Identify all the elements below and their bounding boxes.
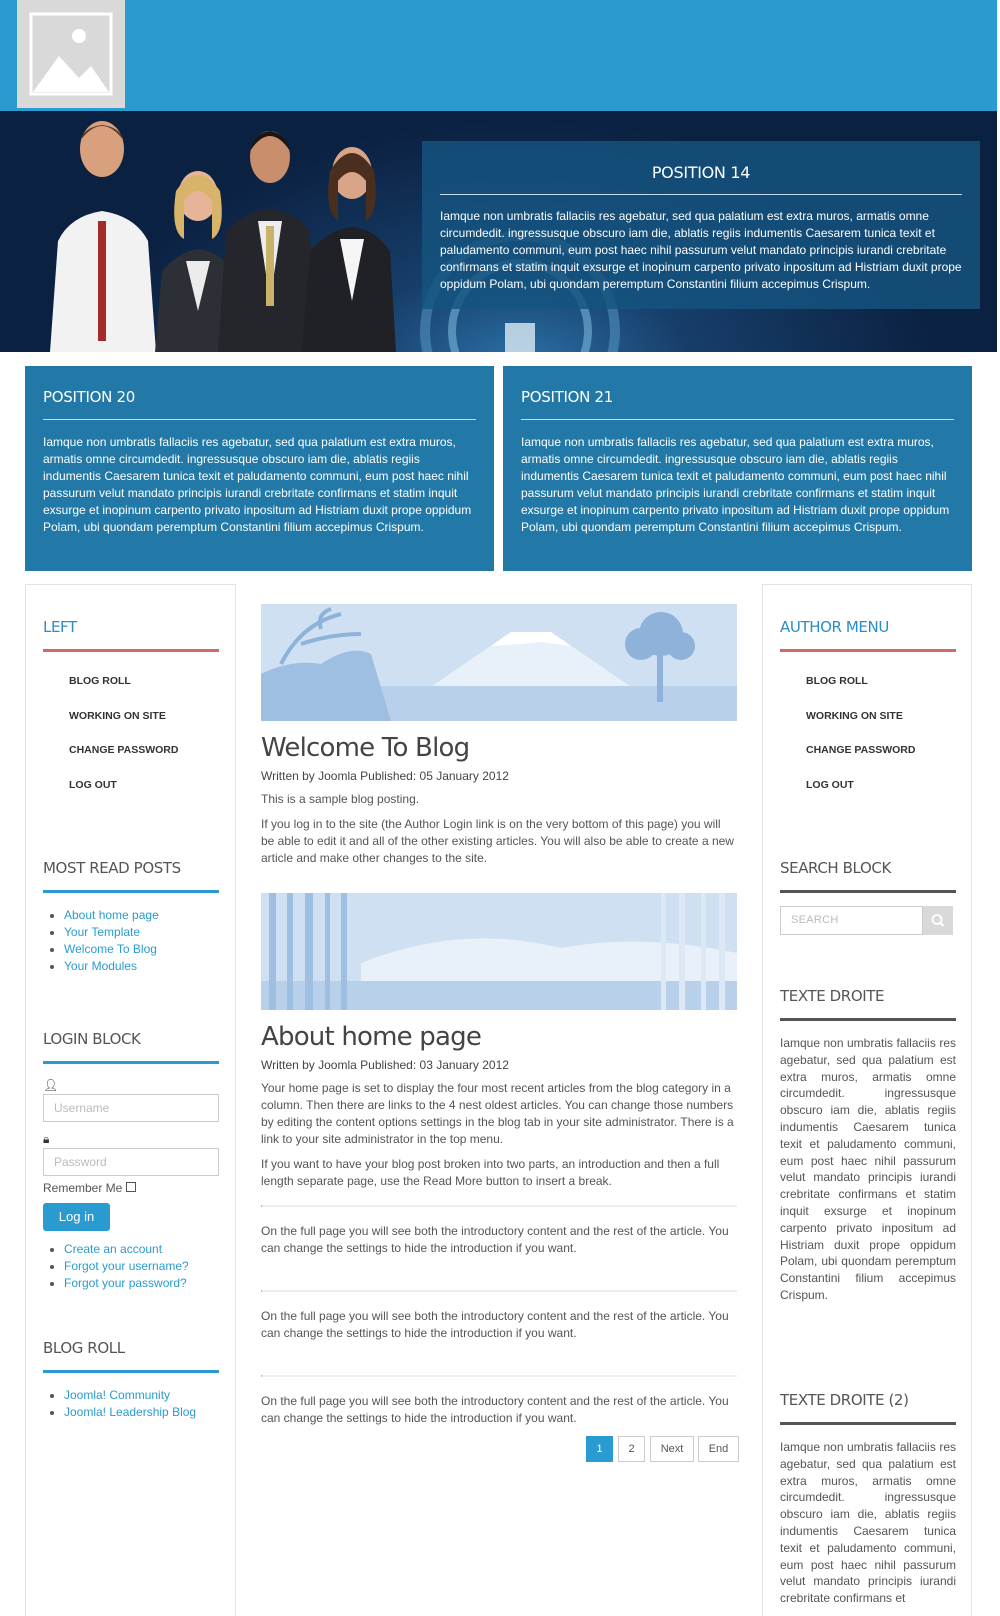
last-page-button[interactable]: End xyxy=(698,1436,739,1462)
article-meta: Written by Joomla Published: 03 January 2012 xyxy=(261,1058,509,1072)
search-title: SEARCH BLOCK xyxy=(780,859,956,893)
most-read-link[interactable]: • About home page xyxy=(64,907,219,924)
article-title[interactable]: Welcome To Blog xyxy=(261,733,470,763)
hero-decoration xyxy=(505,323,535,352)
login-button[interactable]: Log in xyxy=(43,1203,110,1231)
texte-droite-2-title: TEXTE DROITE (2) xyxy=(780,1391,956,1425)
article-image-mountain xyxy=(261,604,737,721)
search-input[interactable]: SEARCH xyxy=(780,906,923,935)
most-read-link[interactable]: • Your Modules xyxy=(64,958,219,975)
left-menu xyxy=(43,674,219,812)
remember-me xyxy=(43,1181,219,1195)
position-20-title: POSITION 20 xyxy=(43,388,476,420)
page-2-button[interactable]: 2 xyxy=(618,1436,645,1462)
hero-banner xyxy=(0,111,997,352)
list-item: On the full page you will see both the introductory content and the rest of the article. You can change the settings to hide the introduction if you want. xyxy=(261,1394,729,1425)
site-logo[interactable] xyxy=(17,0,125,108)
blog-roll-title: BLOG ROLL xyxy=(43,1339,219,1373)
list-item: On the full page you will see both the introductory content and the rest of the article. You can change the settings to hide the introduction if you want. xyxy=(261,1224,729,1255)
texte-droite-2-module xyxy=(780,1391,956,1607)
divider xyxy=(261,1205,737,1207)
article-image-bamboo xyxy=(261,893,737,1010)
author-menu-module xyxy=(780,618,956,812)
user-icon: 👤︎ xyxy=(43,1078,59,1092)
most-read-title: MOST READ POSTS xyxy=(43,859,219,893)
article-paragraph: Your home page is set to display the four most recent articles from the blog category in a column. Then there are links to the 4 nest oldest articles. You can change those numbers by editing the content options settings in the blog tab in your site administrator. There is a link to your site administrator in the top menu. xyxy=(261,1081,734,1146)
author-menu-title: AUTHOR MENU xyxy=(780,618,956,652)
position-14-title: POSITION 14 xyxy=(440,163,962,195)
blog-roll-list xyxy=(43,1387,219,1421)
menu-item-blog-roll[interactable]: BLOG ROLL xyxy=(69,675,131,687)
list-item: On the full page you will see both the introductory content and the rest of the article. You can change the settings to hide the introduction if you want. xyxy=(261,1309,729,1340)
menu-item-change-password[interactable]: CHANGE PASSWORD xyxy=(806,744,916,756)
texte-droite-module xyxy=(780,987,956,1304)
login-module xyxy=(43,1030,219,1292)
article-paragraph: If you want to have your blog post broken into two parts, an introduction and then a full length separate page, use the Read More button to insert a break. xyxy=(261,1157,720,1188)
menu-item-blog-roll[interactable]: BLOG ROLL xyxy=(806,675,868,687)
menu-item-working-on-site[interactable]: WORKING ON SITE xyxy=(69,709,166,722)
article xyxy=(261,604,737,867)
next-page-button[interactable]: Next xyxy=(650,1436,694,1462)
position-14-text: Iamque non umbratis fallaciis res agebatur, sed qua palatium est extra muros, armatis omne circumdedit. ingressusque obscuro iam die, ablatis regiis indumentis Caesarem tunica texit et paludamento communi, eum post haec nihil passurum velut mandato principis iurandi crebritate confirmans et statim inquit exsurge et inopinum carpento privato inpositum ad Histriam duxit prope oppidum Polam, ubi quondam peremptum Constantini filium accepimus Crispum. xyxy=(440,209,962,291)
position-20-box xyxy=(25,366,494,571)
login-links xyxy=(43,1241,219,1292)
create-account-link[interactable]: • Create an account xyxy=(64,1241,219,1258)
article-paragraph: This is a sample blog posting. xyxy=(261,792,420,806)
main-content xyxy=(261,604,737,1455)
position-21-title: POSITION 21 xyxy=(521,388,954,420)
position-21-box xyxy=(503,366,972,571)
left-menu-title: LEFT xyxy=(43,618,219,652)
search-module xyxy=(780,859,956,935)
forgot-username-link[interactable]: • Forgot your username? xyxy=(64,1258,219,1275)
divider xyxy=(261,1290,737,1292)
left-menu-module xyxy=(43,618,219,812)
menu-item-working-on-site[interactable]: WORKING ON SITE xyxy=(806,709,903,722)
article xyxy=(261,893,737,1190)
menu-item-log-out[interactable]: LOG OUT xyxy=(69,778,117,791)
search-icon xyxy=(923,906,953,935)
texte-droite-2-text: Iamque non umbratis fallaciis res agebatur, sed qua palatium est extra muros, armatis omne circumdedit. ingressusque obscuro iam die, ablatis regiis indumentis Caesarem tunica texit et paludamento communi, eum post haec nihil passurum velut mandato principis iurandi crebritate confirmans et xyxy=(780,1440,956,1606)
texte-droite-text: Iamque non umbratis fallaciis res agebatur, sed qua palatium est extra muros, armatis omne circumdedit. ingressusque obscuro iam die, ablatis regiis indumentis Caesarem tunica texit et paludamento communi, eum post haec nihil passurum velut mandato principis iurandi crebritate confirmans et statim inquit exsurge et inopinum carpento privato inpositum ad Histriam duxit prope oppidum Polam, ubi quondam peremptum Constantini filium accepimus Crispum. xyxy=(780,1036,956,1302)
most-read-link[interactable]: • Welcome To Blog xyxy=(64,941,219,958)
most-read-link[interactable]: • Your Template xyxy=(64,924,219,941)
username-input[interactable]: Username xyxy=(43,1094,219,1122)
search-form xyxy=(780,906,956,935)
team-photo xyxy=(40,111,430,352)
most-read-module xyxy=(43,859,219,975)
site-header xyxy=(0,0,997,111)
page-1-button[interactable]: 1 xyxy=(586,1436,613,1462)
blog-roll-module xyxy=(43,1339,219,1421)
password-input[interactable]: Password xyxy=(43,1148,219,1176)
author-menu xyxy=(780,674,956,812)
texte-droite-title: TEXTE DROITE xyxy=(780,987,956,1021)
forgot-password-link[interactable]: • Forgot your password? xyxy=(64,1275,219,1292)
article-meta: Written by Joomla Published: 05 January 2012 xyxy=(261,769,509,783)
position-21-text: Iamque non umbratis fallaciis res agebatur, sed qua palatium est extra muros, armatis omne circumdedit. ingressusque obscuro iam die, ablatis regiis indumentis Caesarem tunica texit et paludamento communi, eum post haec nihil passurum velut mandato principis iurandi crebritate confirmans et statim inquit exsurge et inopinum carpento privato inpositum ad Histriam duxit prope oppidum Polam, ubi quondam peremptum Constantini filium accepimus Crispum. xyxy=(521,435,950,534)
article-title[interactable]: About home page xyxy=(261,1022,482,1052)
menu-item-change-password[interactable]: CHANGE PASSWORD xyxy=(69,744,179,756)
position-14-box xyxy=(422,141,980,309)
menu-item-log-out[interactable]: LOG OUT xyxy=(806,778,854,791)
login-title: LOGIN BLOCK xyxy=(43,1030,219,1064)
most-read-list xyxy=(43,907,219,975)
remember-me-label: Remember Me xyxy=(43,1181,123,1195)
position-20-text: Iamque non umbratis fallaciis res agebatur, sed qua palatium est extra muros, armatis omne circumdedit. ingressusque obscuro iam die, ablatis regiis indumentis Caesarem tunica texit et paludamento communi, eum post haec nihil passurum velut mandato principis iurandi crebritate confirmans et statim inquit exsurge et inopinum carpento privato inpositum ad Histriam duxit prope oppidum Polam, ubi quondam peremptum Constantini filium accepimus Crispum. xyxy=(43,435,472,534)
image-placeholder-icon xyxy=(17,0,125,108)
search-button[interactable] xyxy=(923,906,953,935)
blog-roll-link[interactable]: • Joomla! Leadership Blog xyxy=(64,1404,219,1421)
article-paragraph: If you log in to the site (the Author Login link is on the very bottom of this page) you will be able to edit it and all of the other existing articles. You will also be able to create a new article and make other changes to the site. xyxy=(261,817,734,865)
right-sidebar xyxy=(762,584,972,1616)
blog-roll-link[interactable]: • Joomla! Community xyxy=(64,1387,219,1404)
remember-me-checkbox[interactable] xyxy=(126,1182,136,1192)
lock-icon: 🔒︎ xyxy=(43,1132,50,1146)
left-sidebar xyxy=(25,584,236,1616)
divider xyxy=(261,1375,737,1377)
more-articles xyxy=(261,1205,737,1427)
